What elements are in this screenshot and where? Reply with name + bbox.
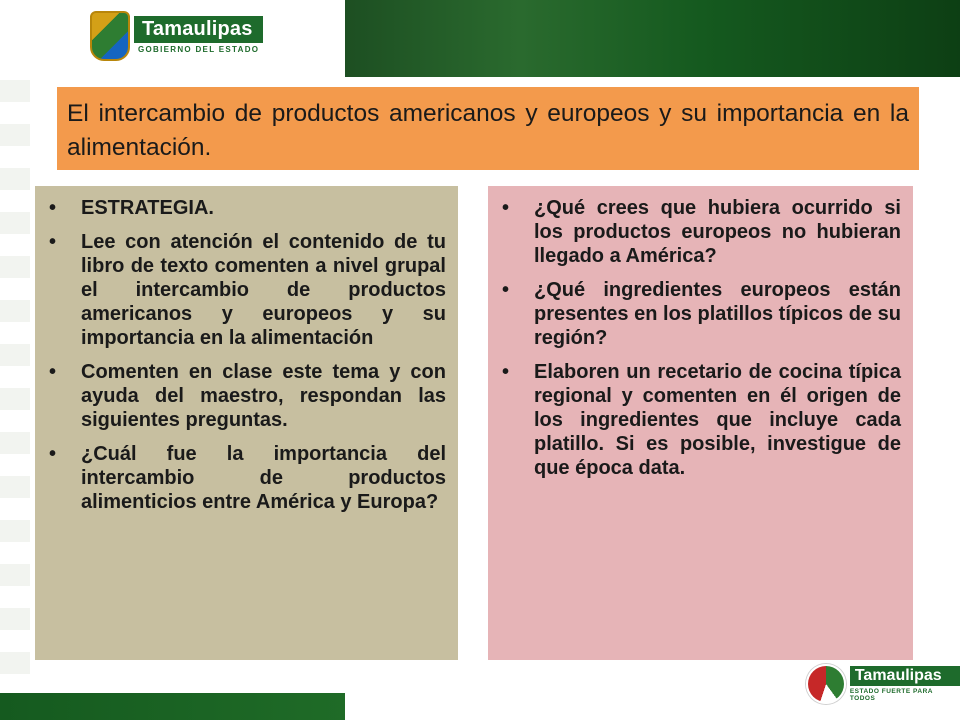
- header-logo: [90, 10, 263, 62]
- slide-title-box: [57, 87, 919, 170]
- header-logo-name: Tamaulipas: [134, 16, 263, 43]
- footer-logo-subtitle: ESTADO FUERTE PARA TODOS: [849, 688, 933, 702]
- right-bullet-item: • ¿Qué ingredientes europeos están presentes en los platillos típicos de su región?: [500, 278, 901, 350]
- left-bullet-list: [47, 196, 446, 514]
- right-bullet-item: • ¿Qué crees que hubiera ocurrido si los productos europeos no hubieran llegado a América?: [500, 196, 901, 268]
- right-bullet-list: [500, 196, 901, 480]
- tamaulipas-swirl-icon: [806, 664, 846, 704]
- state-shield-icon: [90, 11, 130, 61]
- footer-logo: [806, 664, 960, 704]
- footer-logo-name: Tamaulipas: [850, 666, 960, 686]
- left-bullet-item: • ESTRATEGIA.: [47, 196, 446, 220]
- header-logo-subtitle: GOBIERNO DEL ESTADO: [138, 45, 260, 54]
- bottom-band: [0, 693, 345, 720]
- left-bullet-item: • Lee con atención el contenido de tu libro de texto comenten a nivel grupal el intercambio de productos americanos y europeos y su importancia en la alimentación: [47, 230, 446, 350]
- left-bullet-item: • ¿Cuál fue la importancia del intercambio de productos alimenticios entre América y Europa?: [47, 442, 446, 514]
- slide-title: El intercambio de productos americanos y europeos y su importancia en la alimentación.: [67, 100, 909, 161]
- right-panel: [488, 186, 913, 660]
- left-panel: [35, 186, 458, 660]
- left-bullet-item: • Comenten en clase este tema y con ayuda del maestro, respondan las siguientes preguntas.: [47, 360, 446, 432]
- background-watermark: [0, 80, 30, 680]
- right-bullet-item: • Elaboren un recetario de cocina típica regional y comenten en él origen de los ingredientes que incluye cada platillo. Si es posible, investigue de que época data.: [500, 360, 901, 480]
